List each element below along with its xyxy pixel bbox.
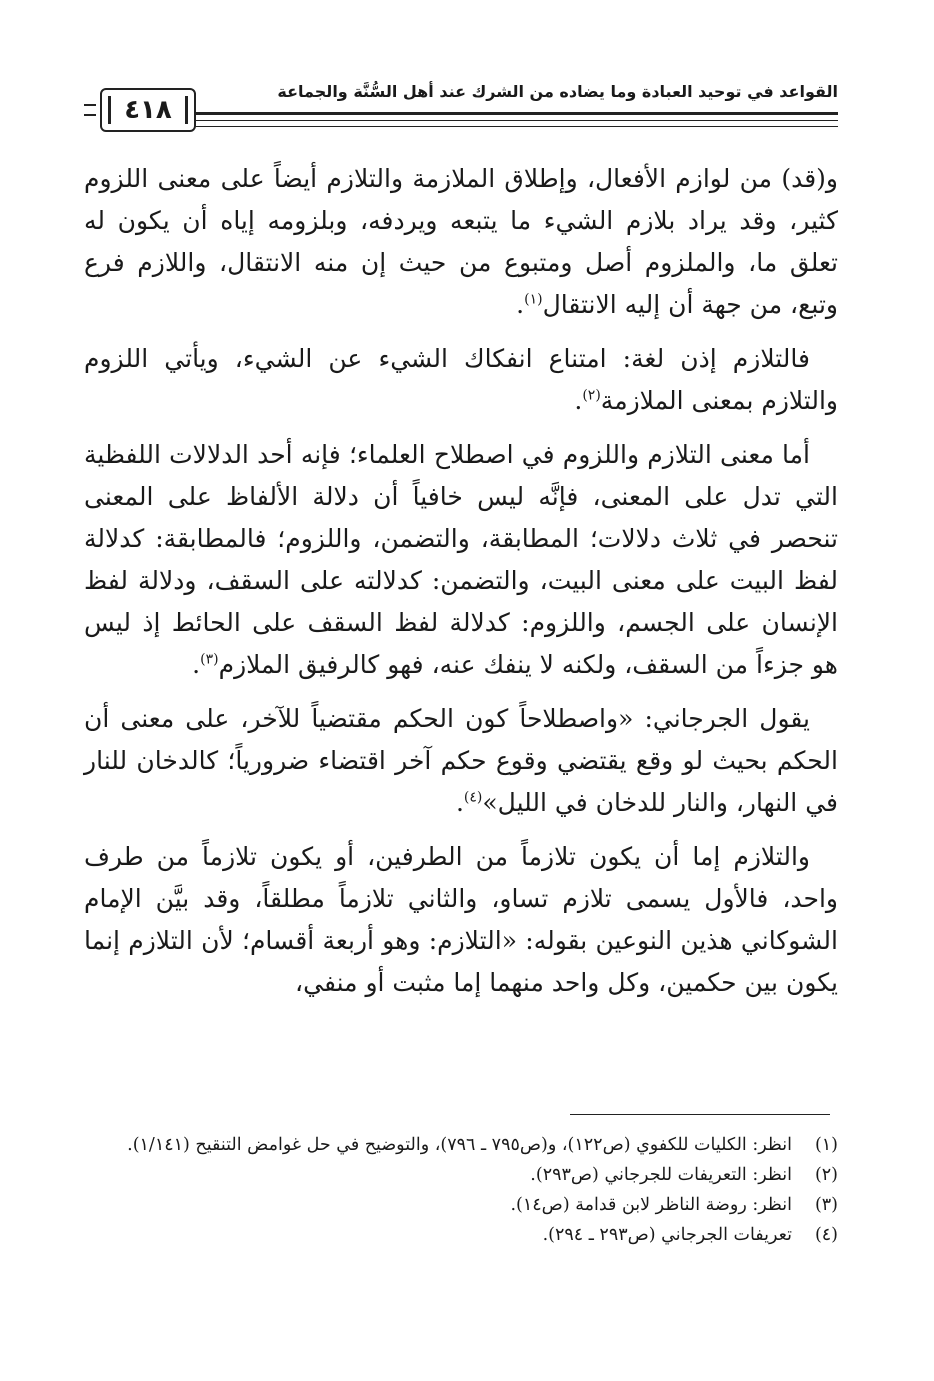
- page-header: [84, 70, 838, 142]
- footnote-text: انظر: روضة الناظر لابن قدامة (ص١٤).: [510, 1195, 792, 1215]
- footnote-ref: (١): [524, 291, 543, 308]
- footnotes: [84, 1130, 838, 1250]
- main-text: [84, 158, 838, 1004]
- footnote-ref: (٢): [582, 387, 601, 404]
- paragraph: يقول الجرجاني: «واصطلاحاً كون الحكم مقتضياً للآخر، على معنى أن الحكم بحيث لو وقع يقتضي وقوع حكم آخر اقتضاء ضرورياً؛ كالدخان للنار في النهار، والنار للدخان في الليل»$^{(٤)}$.: [84, 704, 838, 817]
- page-number: ٤١٨: [100, 88, 196, 132]
- footnote: [84, 1190, 838, 1220]
- paragraph: و(قد) من لوازم الأفعال، وإطلاق الملازمة والتلازم أيضاً على معنى اللزوم كثير، وقد يراد بلازم الشيء ما يتبعه ويردفه، وبلزومه إياه أن يكون له تعلق ما، والملزوم أصل ومتبوع من حيث إن منه الانتقال، واللازم فرع وتبع، من جهة أن إليه الانتقال$^{(١)}$.: [84, 164, 838, 319]
- paragraph: أما معنى التلازم واللزوم في اصطلاح العلماء؛ فإنه أحد الدلالات اللفظية التي تدل على المعنى، فإنَّه ليس خافياً أن دلالة الألفاظ على المعنى تنحصر في ثلاث دلالات؛ المطابقة، والتضمن، واللزوم؛ فالمطابقة: كدلالة لفظ البيت على معنى البيت، والتضمن: كدلالته على السقف، ودلالة لفظ الإنسان على الجسم، واللزوم: كدلالة لفظ السقف على الحائط إذ ليس هو جزءاً من السقف، ولكنه لا ينفك عنه، فهو كالرفيق الملازم$^{(٣)}$.: [84, 440, 838, 679]
- footnote-text: انظر: التعريفات للجرجاني (ص٢٩٣).: [530, 1165, 792, 1185]
- footnote-number: (٢): [814, 1165, 838, 1185]
- footnote-separator: [570, 1114, 830, 1115]
- paragraph: والتلازم إما أن يكون تلازماً من الطرفين، أو يكون تلازماً من طرف واحد، فالأول يسمى تلازم تساو، والثاني تلازماً مطلقاً، وقد بيَّن الإمام الشوكاني هذين النوعين بقوله: «التلازم: وهو أربعة أقسام؛ لأن التلازم إنما يكون بين حكمين، وكل واحد منهما إما مثبت أو منفي،: [84, 842, 838, 997]
- footnote: [84, 1130, 838, 1160]
- footnote-ref: (٤): [463, 789, 483, 806]
- paragraph: فالتلازم إذن لغة: امتناع انفكاك الشيء عن الشيء، ويأتي اللزوم والتلازم بمعنى الملازمة$^{(٢)}$.: [84, 344, 838, 415]
- footnote: [84, 1160, 838, 1190]
- footnote-ref: (٣): [200, 651, 219, 668]
- footnote-number: (١): [814, 1135, 838, 1155]
- footnote: [84, 1220, 838, 1250]
- footnote-text: تعريفات الجرجاني (ص٢٩٣ ـ ٢٩٤).: [542, 1225, 792, 1245]
- header-ornament: [84, 104, 96, 116]
- header-rule-thin-2: [196, 126, 838, 127]
- footnote-number: (٣): [814, 1195, 838, 1215]
- book-page: [84, 70, 838, 1370]
- footnote-text: انظر: الكليات للكفوي (ص١٢٢)، و(ص٧٩٥ ـ ٧٩٦)، والتوضيح في حل غوامض التنقيح (١/١٤١).: [127, 1135, 792, 1155]
- footnote-number: (٤): [814, 1225, 838, 1245]
- running-title: القواعد في توحيد العبادة وما يضاده من الشرك عند أهل السُّنَّة والجماعة: [277, 82, 838, 101]
- header-rule-thin: [196, 120, 838, 121]
- header-rule: [196, 112, 838, 115]
